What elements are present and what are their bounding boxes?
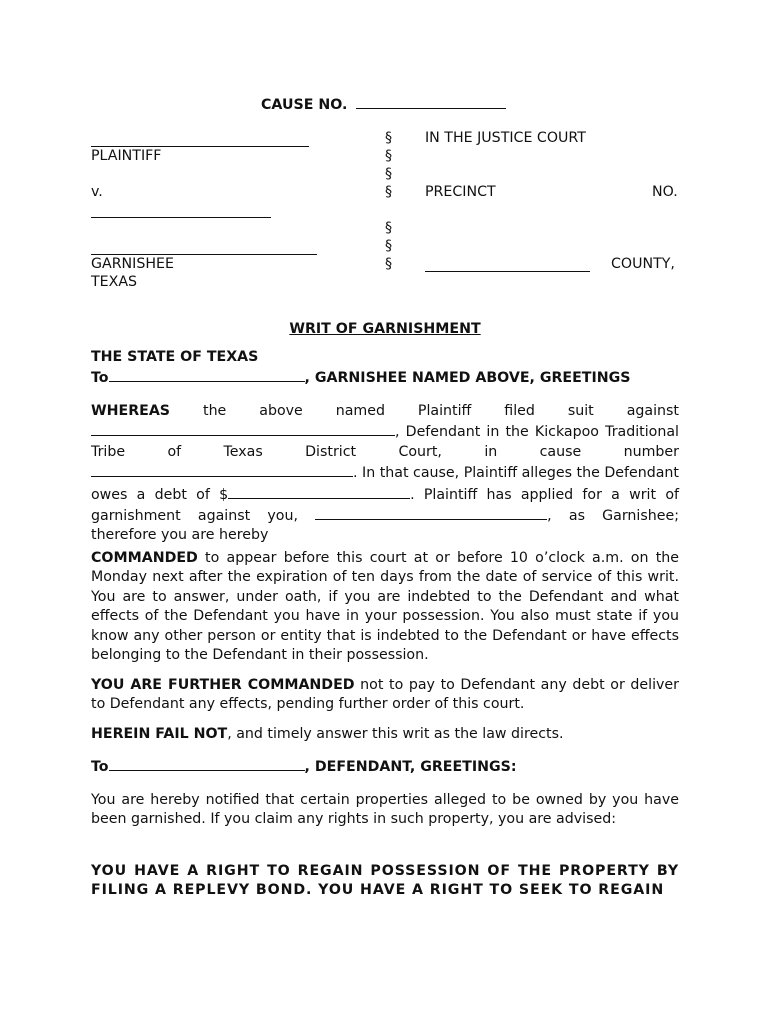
- plaintiff-label: PLAINTIFF: [91, 148, 162, 164]
- garnishee-greeting-blank[interactable]: [109, 367, 305, 382]
- debt-amount-blank[interactable]: [228, 484, 410, 499]
- section-mark: §: [385, 130, 393, 146]
- whereas-lead: WHEREAS: [91, 403, 171, 419]
- whereas-text-2: , Defendant in the Kickapoo Traditional Tribe of Texas District Court, in cause number: [91, 424, 679, 460]
- notice-paragraph: You are hereby notified that certain properties alleged to be owned by you have been garnished. If you claim any rights in such property, you are advised:: [91, 792, 679, 827]
- commanded-text: to appear before this court at or before 10 o’clock a.m. on the Monday next after the expiration of ten days from the date of service of this writ. You are to answer, under oath, if you are indebted to the Defendant and what effects of the Defendant you have in your possession. You also must state if you know any other person or entity that is indebted to the Defendant or have effects belonging to the Defendant in their possession.: [91, 550, 679, 664]
- section-mark: §: [385, 184, 393, 200]
- defendant-greeting-blank[interactable]: [109, 756, 305, 771]
- court-label: IN THE JUSTICE COURT: [425, 130, 586, 146]
- garnishee-greeting-text: , GARNISHEE NAMED ABOVE, GREETINGS: [304, 370, 631, 386]
- to-label: To: [91, 759, 109, 775]
- section-mark: §: [385, 256, 393, 272]
- garnishee-blank[interactable]: [315, 505, 547, 520]
- herein-fail-not-lead: HEREIN FAIL NOT: [91, 726, 228, 742]
- state-of-texas-heading: THE STATE OF TEXAS: [91, 349, 259, 365]
- county-label: COUNTY,: [611, 256, 675, 272]
- further-commanded-lead: YOU ARE FURTHER COMMANDED: [91, 677, 355, 693]
- plaintiff-name-blank[interactable]: [91, 146, 309, 147]
- to-label: To: [91, 370, 109, 386]
- garnishee-label: GARNISHEE: [91, 256, 174, 272]
- garnishee-name-blank[interactable]: [91, 254, 317, 255]
- further-commanded-text: not to pay to Defendant any debt or deliver to Defendant any effects, pending further order of this court.: [91, 677, 679, 713]
- document-title: WRIT OF GARNISHMENT: [289, 321, 481, 337]
- section-mark: §: [385, 148, 393, 164]
- cause-number-blank[interactable]: [356, 94, 506, 109]
- defendant-greeting: [91, 756, 517, 775]
- whereas-text-4: . Plaintiff has applied for a writ of garnishment against you,: [91, 486, 679, 525]
- rights-paragraph: YOU HAVE A RIGHT TO REGAIN POSSESSION OF THE PROPERTY BY FILING A REPLEVY BOND. YOU HAVE A RIGHT TO SEEK TO REGAIN: [91, 863, 679, 899]
- county-name-blank[interactable]: [425, 271, 590, 272]
- garnishee-greeting: [91, 367, 631, 386]
- cause-number-line: [261, 94, 506, 113]
- cause-number-blank-2[interactable]: [91, 462, 353, 477]
- herein-fail-not-text: , and timely answer this writ as the law directs.: [227, 726, 564, 742]
- defendant-name-blank[interactable]: [91, 217, 271, 218]
- further-commanded-paragraph: [91, 676, 679, 715]
- commanded-lead: COMMANDED: [91, 550, 198, 566]
- cause-number-label: CAUSE NO.: [261, 97, 348, 113]
- defendant-blank[interactable]: [91, 421, 395, 436]
- texas-label: TEXAS: [91, 274, 138, 290]
- section-mark: §: [385, 220, 393, 236]
- whereas-text-3: . In that cause, Plaintiff alleges the Defendant owes a debt of $: [91, 465, 679, 503]
- whereas-text-1: the above named Plaintiff filed suit against: [203, 403, 679, 419]
- precinct-label: PRECINCT: [425, 184, 496, 200]
- versus-label: v.: [91, 184, 103, 200]
- commanded-paragraph: [91, 549, 679, 665]
- section-mark: §: [385, 238, 393, 254]
- defendant-greeting-text: , DEFENDANT, GREETINGS:: [304, 759, 517, 775]
- herein-fail-not-paragraph: [91, 725, 679, 744]
- whereas-text-5: , as Garnishee; therefore you are hereby: [91, 508, 679, 544]
- precinct-number-label: NO.: [652, 184, 678, 200]
- section-mark: §: [385, 166, 393, 182]
- whereas-paragraph: [91, 402, 679, 546]
